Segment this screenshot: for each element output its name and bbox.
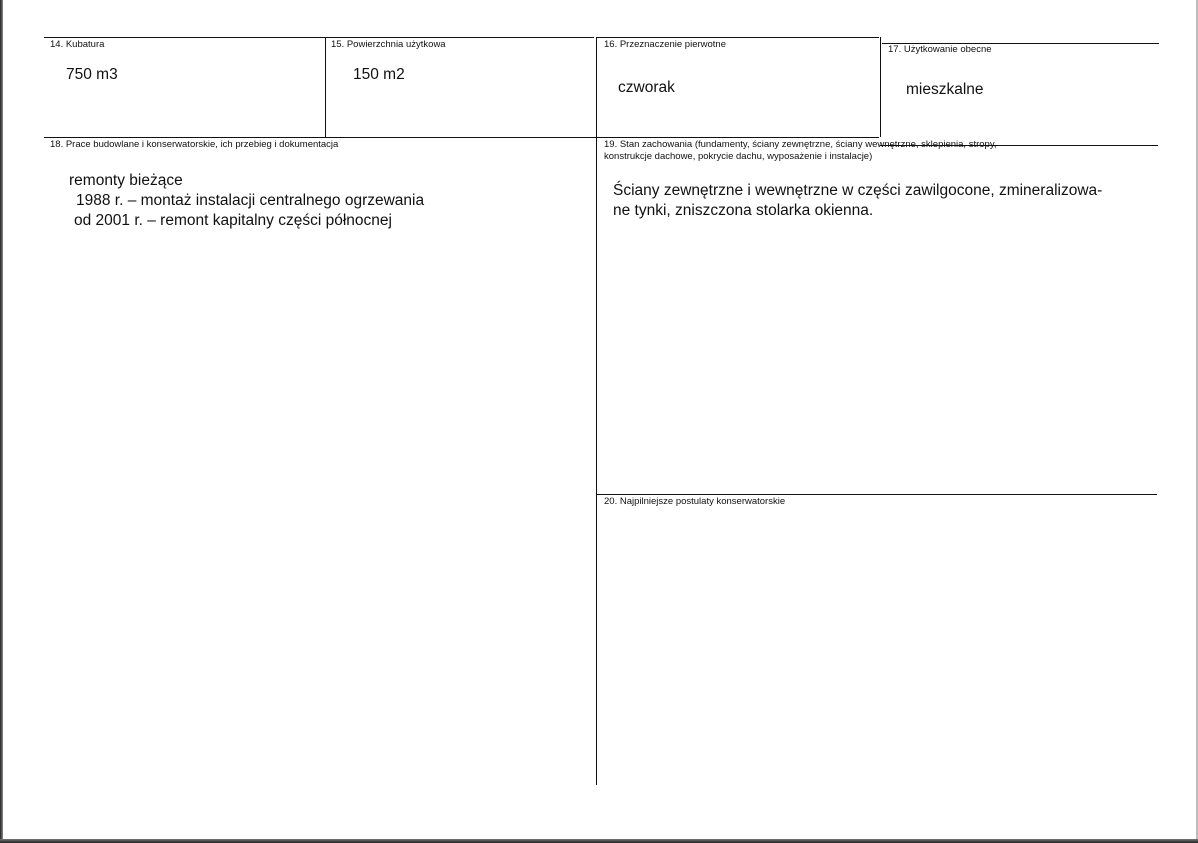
field-19-value-line-2: ne tynki, zniszczona stolarka okienna. xyxy=(613,202,874,219)
field-17-label: 17. Użytkowanie obecne xyxy=(888,44,992,55)
top-row-top-border-right xyxy=(597,37,879,38)
scan-edge-left xyxy=(0,0,3,843)
field-15-value: 150 m2 xyxy=(353,66,405,83)
field-18-label: 18. Prace budowlane i konserwatorskie, ich przebieg i dokumentacja xyxy=(50,139,339,150)
top-row-top-border xyxy=(44,37,594,38)
field-19-label-line-2: konstrukcje dachowe, pokrycie dachu, wyposażenie i instalacje) xyxy=(604,151,873,162)
divider-15-16 xyxy=(596,37,597,785)
section-19-top-border xyxy=(597,137,879,138)
field-18-line-2: 1988 r. – montaż instalacji centralnego ogrzewania xyxy=(76,192,425,209)
field-15-label: 15. Powierzchnia użytkowa xyxy=(331,39,446,50)
scan-edge-bottom xyxy=(0,839,1198,843)
field-16-value: czworak xyxy=(618,79,675,96)
field-17-value: mieszkalne xyxy=(906,81,984,98)
field-18-line-3: od 2001 r. – remont kapitalny części północnej xyxy=(74,212,392,229)
field-14-label: 14. Kubatura xyxy=(50,39,105,50)
field-19-value-line-1: Ściany zewnętrzne i wewnętrzne w części zawilgocone, zmineralizowa- xyxy=(613,182,1103,199)
divider-16-17 xyxy=(880,37,881,137)
divider-14-15 xyxy=(325,37,326,137)
section-18-top-border xyxy=(44,137,596,138)
field-18-line-1: remonty bieżące xyxy=(69,172,183,189)
field-20-label: 20. Najpilniejsze postulaty konserwatorskie xyxy=(604,496,786,507)
field-19-label-line-1: 19. Stan zachowania (fundamenty, ściany zewnętrzne, ściany wewnętrzne, sklepienia, stropy, xyxy=(604,139,997,150)
field-16-label: 16. Przeznaczenie pierwotne xyxy=(604,39,726,50)
section-20-top-border xyxy=(597,494,1157,495)
field-14-value: 750 m3 xyxy=(66,66,118,83)
